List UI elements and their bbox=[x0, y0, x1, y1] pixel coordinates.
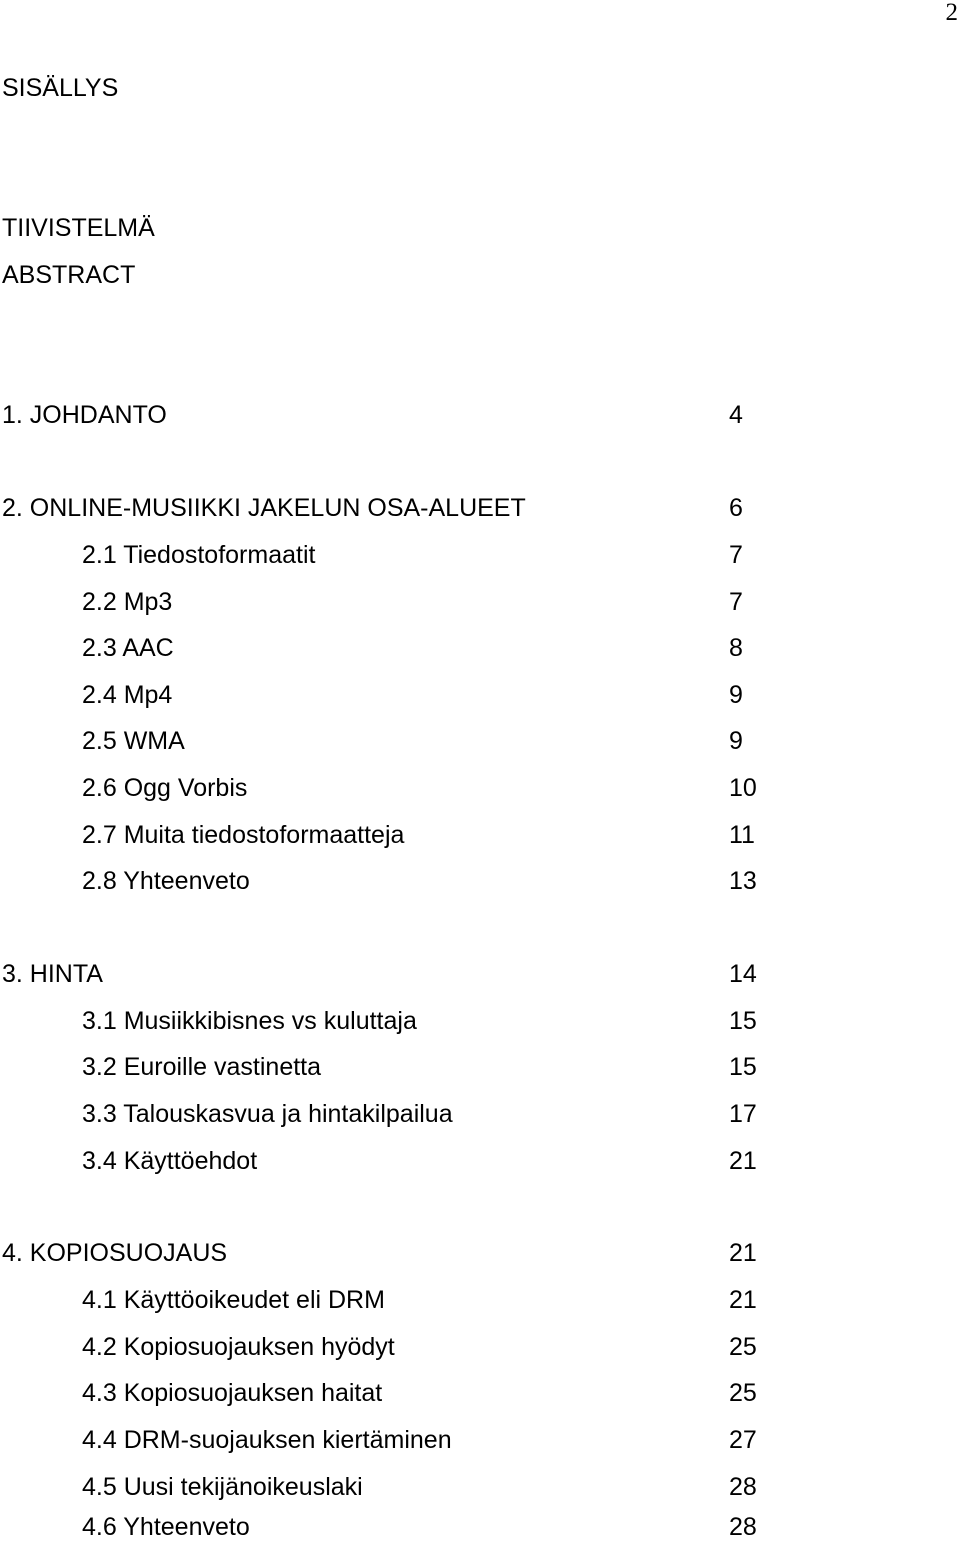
toc-entry-abstract[interactable]: ABSTRACT bbox=[2, 261, 136, 289]
toc-entry-page: 21 bbox=[729, 1286, 757, 1314]
toc-entry-page: 28 bbox=[729, 1473, 757, 1501]
toc-subentry[interactable] bbox=[0, 587, 960, 617]
toc-entry-page: 28 bbox=[729, 1513, 757, 1541]
toc-entry-page: 8 bbox=[729, 634, 743, 662]
toc-entry-label: 3.4 Käyttöehdot bbox=[82, 1147, 258, 1175]
toc-entry-label: 4.2 Kopiosuojauksen hyödyt bbox=[82, 1333, 395, 1361]
toc-entry-page: 27 bbox=[729, 1426, 757, 1454]
toc-entry-label: 2. ONLINE-MUSIIKKI JAKELUN OSA-ALUEET bbox=[2, 494, 526, 522]
toc-entry[interactable] bbox=[0, 493, 960, 523]
toc-entry-page: 11 bbox=[729, 821, 755, 849]
toc-entry-page: 10 bbox=[729, 774, 757, 802]
toc-subentry[interactable] bbox=[0, 1006, 960, 1036]
toc-entry-label: 2.7 Muita tiedostoformaatteja bbox=[82, 821, 405, 849]
toc-entry-label: 4.4 DRM-suojauksen kiertäminen bbox=[82, 1426, 452, 1454]
toc-subentry[interactable] bbox=[0, 1472, 960, 1502]
toc-entry-label: 3.1 Musiikkibisnes vs kuluttaja bbox=[82, 1007, 417, 1035]
toc-entry-page: 25 bbox=[729, 1333, 757, 1361]
toc-entry[interactable] bbox=[0, 959, 960, 989]
page-number: 2 bbox=[945, 0, 958, 26]
toc-entry-page: 7 bbox=[729, 541, 743, 569]
toc-subentry[interactable] bbox=[0, 726, 960, 756]
toc-entry-page: 6 bbox=[729, 494, 743, 522]
toc-entry-label: 1. JOHDANTO bbox=[2, 401, 167, 429]
toc-subentry[interactable] bbox=[0, 1332, 960, 1362]
toc-entry-label: 3.3 Talouskasvua ja hintakilpailua bbox=[82, 1100, 453, 1128]
toc-entry-label: 3.2 Euroille vastinetta bbox=[82, 1053, 322, 1081]
toc-entry-tiivistelma[interactable]: TIIVISTELMÄ bbox=[2, 214, 155, 242]
toc-entry-label: 4.6 Yhteenveto bbox=[82, 1513, 250, 1541]
toc-entry-page: 9 bbox=[729, 681, 743, 709]
toc-subentry[interactable] bbox=[0, 1052, 960, 1082]
toc-entry-label: 2.5 WMA bbox=[82, 727, 185, 755]
toc-subentry[interactable] bbox=[0, 820, 960, 850]
toc-entry-label: 2.4 Mp4 bbox=[82, 681, 173, 709]
toc-entry[interactable] bbox=[0, 400, 960, 430]
toc-entry[interactable] bbox=[0, 1238, 960, 1268]
toc-subentry[interactable] bbox=[0, 866, 960, 896]
toc-entry-label: 2.2 Mp3 bbox=[82, 588, 173, 616]
toc-entry-page: 4 bbox=[729, 401, 743, 429]
toc-subentry[interactable] bbox=[0, 1285, 960, 1315]
toc-entry-label: 4.5 Uusi tekijänoikeuslaki bbox=[82, 1473, 363, 1501]
toc-entry-label: 4.1 Käyttöoikeudet eli DRM bbox=[82, 1286, 385, 1314]
toc-subentry[interactable] bbox=[0, 540, 960, 570]
toc-title: SISÄLLYS bbox=[2, 74, 119, 102]
toc-subentry[interactable] bbox=[0, 1146, 960, 1176]
toc-subentry[interactable] bbox=[0, 1099, 960, 1129]
toc-entry-label: 2.3 AAC bbox=[82, 634, 174, 662]
toc-subentry[interactable] bbox=[0, 773, 960, 803]
toc-entry-page: 21 bbox=[729, 1147, 757, 1175]
toc-entry-label: 4.3 Kopiosuojauksen haitat bbox=[82, 1379, 383, 1407]
toc-entry-label: 4. KOPIOSUOJAUS bbox=[2, 1239, 228, 1267]
toc-entry-page: 15 bbox=[729, 1007, 757, 1035]
toc-entry-page: 14 bbox=[729, 960, 757, 988]
toc-entry-label: 2.1 Tiedostoformaatit bbox=[82, 541, 316, 569]
toc-subentry[interactable] bbox=[0, 680, 960, 710]
toc-entry-page: 25 bbox=[729, 1379, 757, 1407]
toc-entry-page: 7 bbox=[729, 588, 743, 616]
toc-subentry[interactable] bbox=[0, 1512, 960, 1542]
toc-subentry[interactable] bbox=[0, 633, 960, 663]
toc-entry-page: 21 bbox=[729, 1239, 757, 1267]
toc-entry-label: 2.8 Yhteenveto bbox=[82, 867, 250, 895]
toc-subentry[interactable] bbox=[0, 1425, 960, 1455]
toc-entry-label: 3. HINTA bbox=[2, 960, 103, 988]
toc-entry-page: 13 bbox=[729, 867, 757, 895]
toc-subentry[interactable] bbox=[0, 1378, 960, 1408]
toc-entry-page: 17 bbox=[729, 1100, 757, 1128]
toc-entry-page: 9 bbox=[729, 727, 743, 755]
toc-entry-label: 2.6 Ogg Vorbis bbox=[82, 774, 248, 802]
toc-entry-page: 15 bbox=[729, 1053, 757, 1081]
